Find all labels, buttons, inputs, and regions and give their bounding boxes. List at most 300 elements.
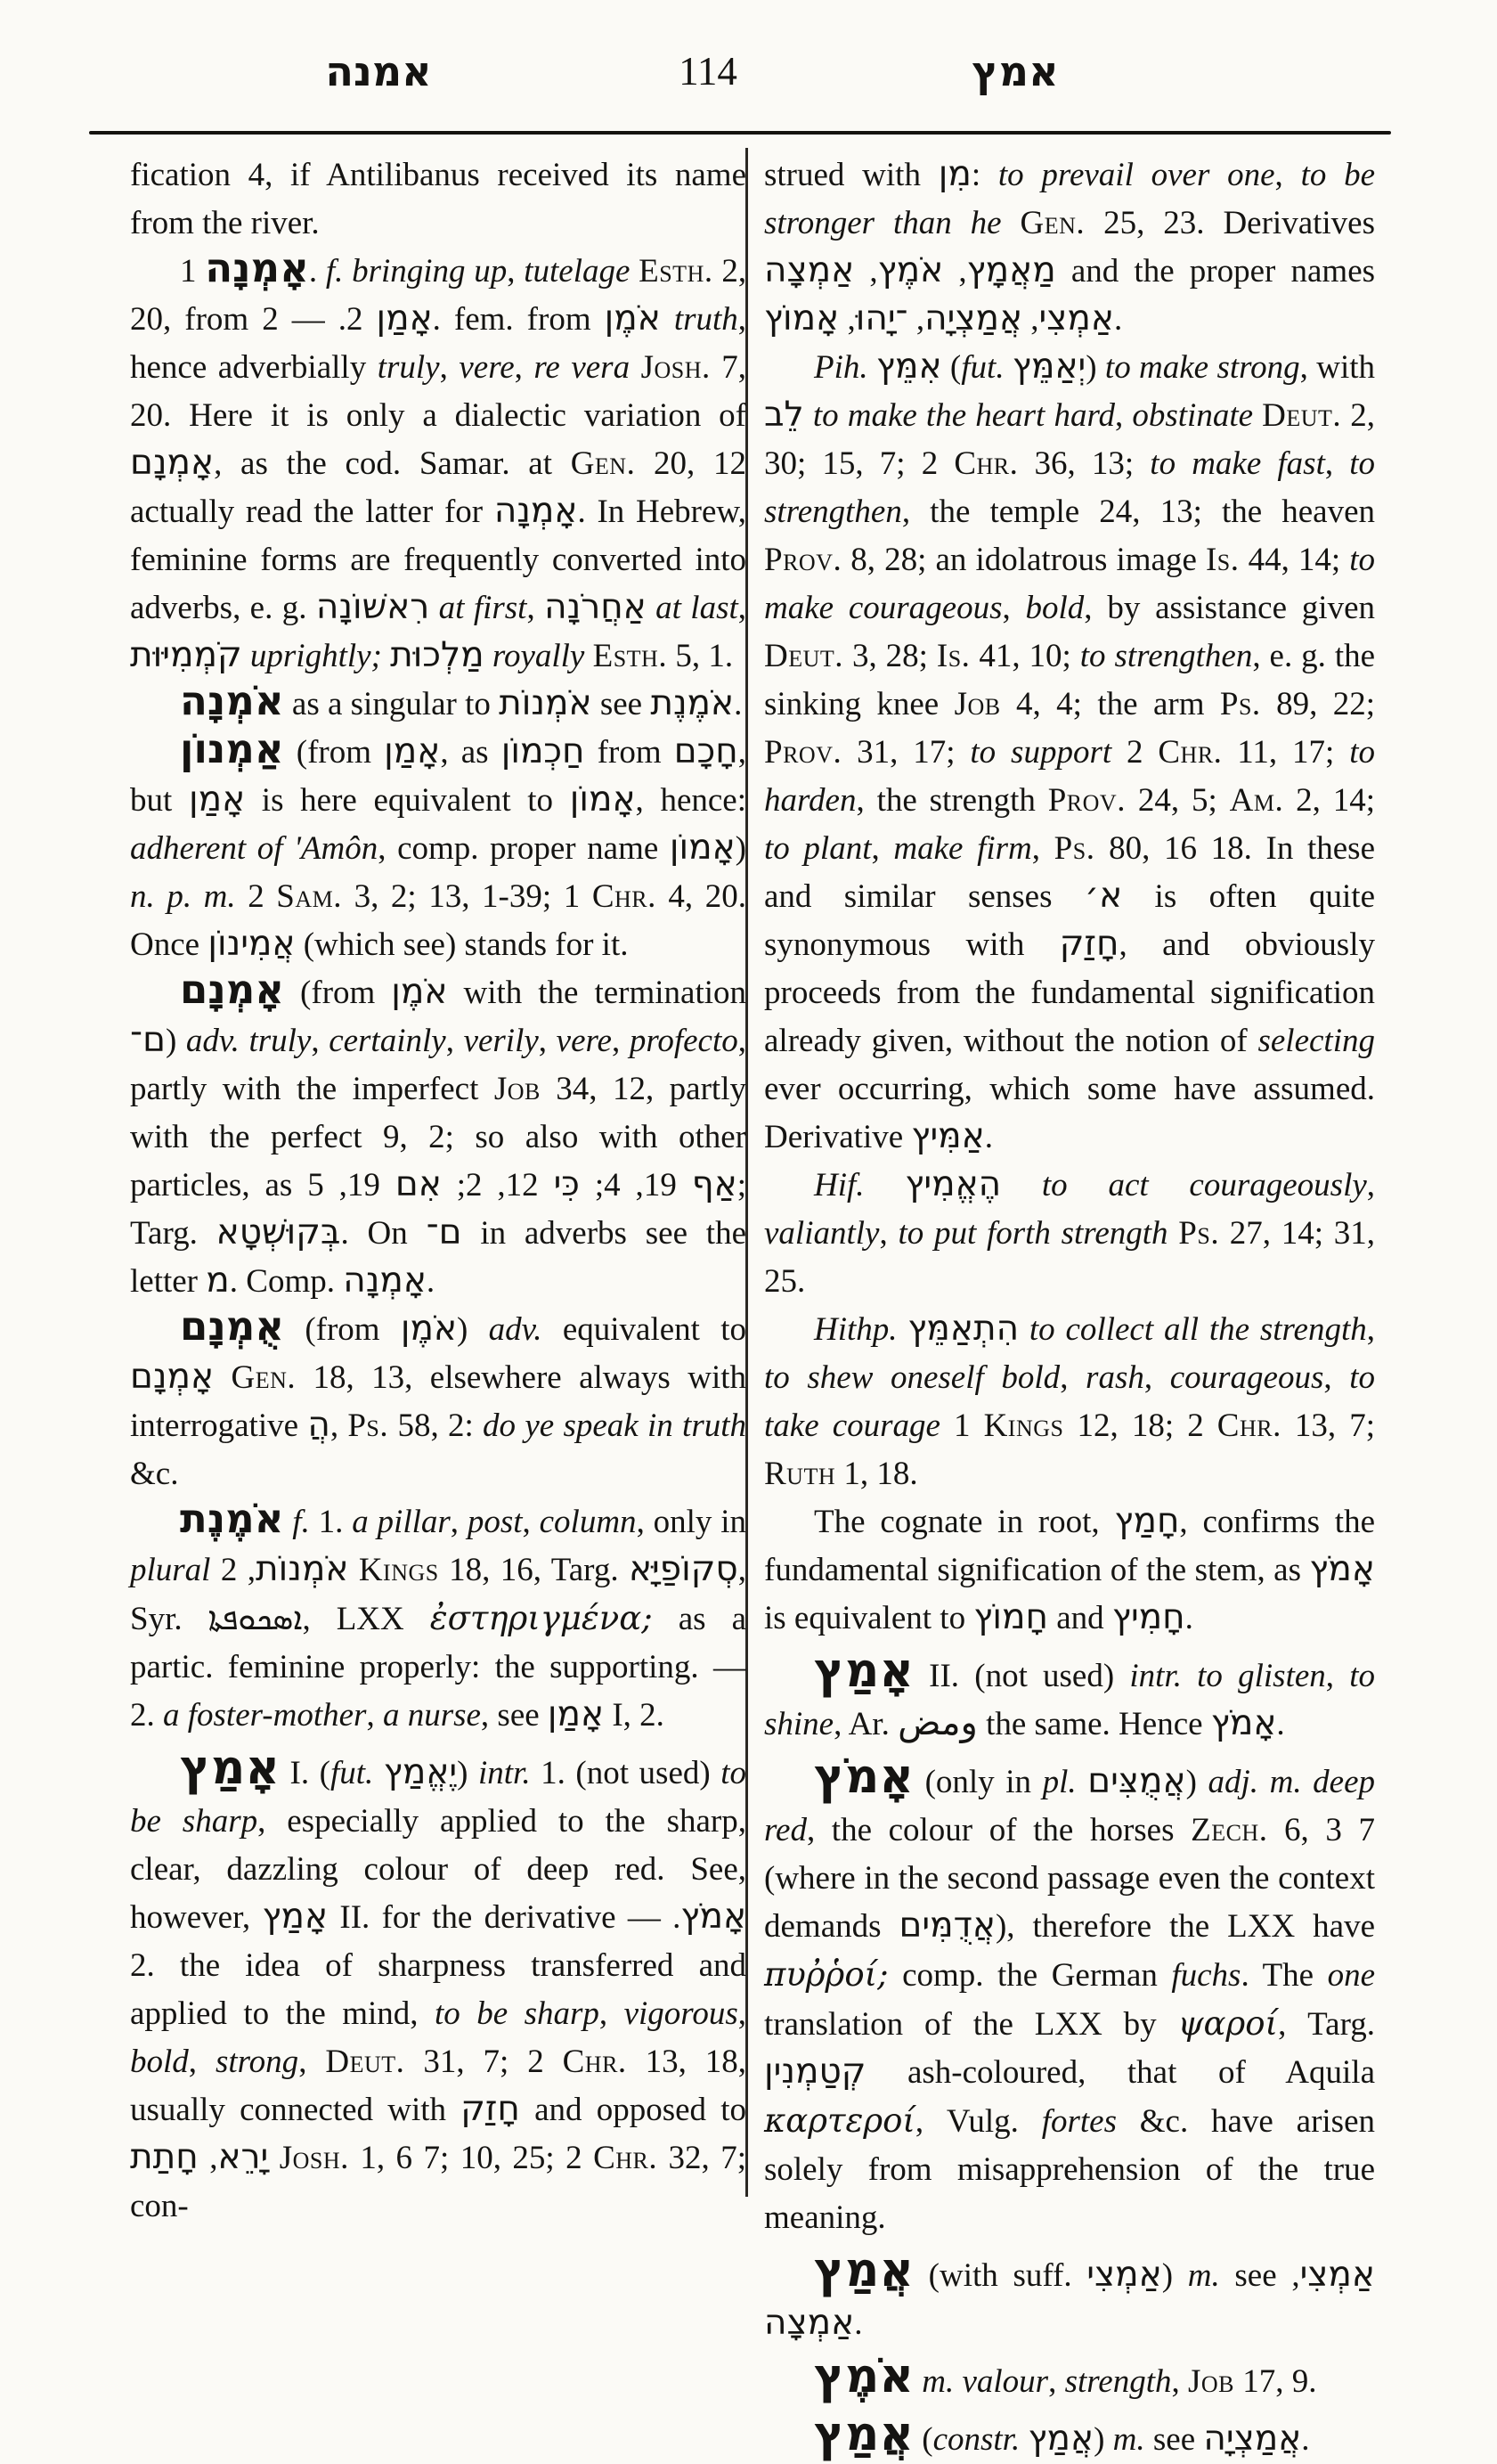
text-run: אַחֲרֹנָה [544,587,647,627]
text-run: 31, 17; [842,734,971,771]
text-run: , [737,590,746,626]
text-run: (from [284,975,392,1011]
text-run: 44, 14; [1239,542,1350,578]
text-run [865,1167,906,1203]
text-run: , Ar. [834,1706,899,1742]
text-run: truly [377,349,440,386]
text-run: 58, 2: [388,1407,484,1444]
text-run: is here equivalent to [245,782,570,819]
header-rule [89,131,1391,135]
text-run: f. [292,1504,310,1540]
text-run: is often quite synonymous with [764,878,1375,963]
text-run: at last [655,590,738,626]
text-run: , [538,1023,557,1059]
text-run: see [1144,2421,1204,2458]
text-run: . [1301,2421,1310,2458]
text-run: אֹמְנוֹת [256,1549,349,1589]
text-run: , [1366,1311,1376,1348]
text-run: strong [215,2044,299,2080]
text-run: מַלְכוּת [390,635,484,675]
text-run: קְטַמְנִין [764,2052,866,2092]
text-run: , 2 [220,1552,359,1588]
text-run: , as [440,734,501,771]
right-column [764,151,1375,2464]
text-run [1001,1167,1042,1203]
text-run: אָמֹץ [680,1897,747,1937]
text-run [1077,1764,1088,1800]
text-run: אֹמֶן [391,972,448,1012]
text-run: 20, 12 actually read the latter for [130,445,746,530]
text-run: אֹמֶץ [814,2348,914,2403]
text-run: the same. Hence [977,1706,1211,1742]
text-run: אַמִּיץ [911,1116,985,1156]
text-run: הֶאֱמִיץ [905,1164,1002,1204]
text-run: column [539,1504,637,1540]
text-run: אֲדֻמִּים [899,1905,996,1946]
text-run: ) [1086,349,1105,386]
text-run: to be sharp [435,1995,599,2032]
text-run: , LXX [302,1601,430,1637]
text-run: מ [206,1261,230,1301]
text-run: to support [970,734,1112,771]
text-run: חָמוֹץ [973,1597,1048,1637]
text-run [630,349,641,386]
text-run: to make the heart hard [812,397,1115,434]
text-run: 18, 16, Targ. [438,1552,629,1588]
text-run: and the proper names [1055,253,1376,290]
header-keyword-left: אמנה [325,47,432,95]
text-run [804,397,813,434]
text-run: Hithp. [814,1311,898,1348]
text-run [868,349,876,386]
text-run: , [330,1407,348,1444]
text-run: strued with [764,157,939,193]
text-run: מַאֲמָץ [966,250,1056,290]
left-column [130,151,746,2231]
text-run: , with [1299,349,1376,386]
text-run: חָתַת [130,2137,199,2177]
text-run: 2, 20, from [130,253,747,338]
text-run: אִם [395,1164,442,1204]
text-run: 12, 2; [441,1167,554,1203]
text-paragraph [130,244,747,681]
text-run: Chr. [1158,734,1223,771]
text-run: (with suff. [913,2257,1087,2294]
text-run: courageous [1169,1359,1324,1396]
text-run: אַמְצָה [764,250,855,290]
entry-paragraph [764,2348,1375,2406]
text-run: . The [1241,1957,1328,1994]
text-run: . — 2. the idea of sharpness transferred and applied to the mind, [130,1899,746,2032]
text-run: to be stronger than he [764,157,1376,241]
text-run: , [1324,445,1350,482]
text-run: הֲ [307,1405,330,1445]
text-run: to make fast [1150,445,1325,482]
text-run: fut. [961,349,1005,386]
text-run: a foster-mother [163,1697,367,1734]
text-run: , the strength [856,782,1048,819]
text-run: Prov. [764,542,842,578]
text-run: 18, 13, elsewhere always with interrogative [130,1359,747,1444]
text-paragraph [764,1306,1375,1498]
text-run: a pillar [352,1504,451,1540]
text-run: 27, 14; 31, 25. [764,1215,1376,1300]
text-run: 5, 1. [667,638,734,674]
text-run: 8, 28; an idolatrous image [842,542,1206,578]
text-run: 3, 2; 13, 1-39; 1 [342,878,592,915]
text-run: uprightly; [249,638,382,674]
text-run: , [1323,1359,1350,1396]
text-run: to prevail over one [997,157,1275,193]
text-run: , [311,1023,330,1059]
text-run: , [737,1995,746,2032]
text-run: אָמֹץ [1309,1549,1375,1589]
text-run: ־יָהוּ [855,298,908,339]
text-run [382,638,390,674]
text-run [268,2140,279,2176]
text-run: strength [1064,2363,1172,2400]
text-run: חָזַק [1059,924,1119,964]
text-run [1005,349,1013,386]
text-run: . [1184,1600,1193,1636]
text-run: at first [438,590,527,626]
text-run: royally [492,638,585,674]
text-run: with the termination [447,975,747,1011]
text-run: אָמַץ [180,1740,280,1795]
text-run: truly [248,1023,312,1059]
text-run: אֲמַץ [814,2406,914,2461]
text-run [898,1311,908,1348]
text-run [1020,2421,1028,2458]
text-run: bold [1025,590,1085,626]
text-run: do ye speak in truth [483,1407,747,1444]
text-run: , especially applied to the sharp, clear, dazzling colour of deep red. See, however, [130,1803,746,1936]
text-run: see [591,686,651,722]
text-run: מִן [938,154,972,194]
text-run: יָרֵא [217,2137,269,2177]
text-run: , comp. proper name [378,830,670,867]
text-run: , the colour of the horses [806,1812,1192,1848]
text-run: , [188,2044,216,2080]
text-run: ) [1185,1764,1208,1800]
text-run: חָכָם [673,731,738,771]
text-run: from [584,734,674,771]
text-run: , [1274,157,1301,193]
text-run: ψαροί [1177,2004,1279,2043]
text-run: Deut. [325,2044,405,2080]
text-run: Job [493,1071,541,1107]
text-run: , [879,1215,899,1252]
text-run: m. [1112,2421,1145,2458]
text-run: Deut. [1262,397,1342,434]
text-run: 34, 12, partly with the perfect 9, 2; so also with other particles, as [130,1071,746,1203]
text-paragraph [130,151,746,248]
text-run: II. (not used) [913,1658,1130,1694]
text-run: 3, 28; [843,638,937,674]
text-run: אָמוֹץ [764,298,840,339]
text-run: 17, 9. [1234,2363,1317,2400]
text-run: קֹמְמִיּוּת [130,635,242,675]
text-run: אָמְנָם [130,1357,215,1397]
text-run: אֹמֶן [604,298,661,339]
text-run: Ps. [347,1407,389,1444]
text-run: , [854,253,878,290]
text-run: 36, 13; [1018,445,1151,482]
text-run: Chr. [954,445,1019,482]
text-run: אַמְצָה [764,2303,855,2343]
text-run: Prov. [764,734,842,771]
entry-paragraph [130,1740,747,2231]
text-run: Pih. [814,349,868,386]
text-run: Chr. [593,2140,658,2176]
text-run: . On [340,1215,427,1252]
text-run: fication 4, if Antilibanus received its name from the river. [130,157,746,241]
text-run: אַמְצִי [1299,2255,1375,2295]
text-run: אֹמֶץ [877,250,944,290]
text-run: , [439,349,460,386]
text-run: translation of the LXX by [764,2006,1178,2043]
text-run: . In Hebrew, feminine forms are frequently converted into adverbs, e. g. [130,494,746,626]
text-run: אָמַן [188,779,246,820]
text-run: , [1060,1359,1086,1396]
text-run: &c. [130,1456,179,1492]
text-run: 31, 7; 2 [404,2044,563,2080]
text-paragraph [764,344,1375,1162]
text-run: 1 [940,1407,984,1444]
text-run: m. [1187,2257,1220,2294]
text-run: to make courageous [764,542,1376,626]
text-run: , [1048,2363,1065,2400]
text-run: ܐܣܟܘܦܬܐ [207,1601,303,1637]
text-run: אַמְצִי [1038,298,1114,339]
text-run: Chr. [1216,1407,1281,1444]
text-run: Ps. [1178,1215,1220,1252]
text-paragraph [130,1302,747,1498]
text-paragraph [764,1498,1375,1643]
text-run: ) [457,1755,478,1791]
text-run: (from [283,734,385,771]
text-run: Am. [1229,782,1284,819]
text-run: Ps. [1054,830,1095,867]
text-run: Ps. [1219,686,1261,722]
text-run: adv. [488,1311,542,1348]
text-run: סְקוֹפַיָּא [628,1549,738,1589]
text-paragraph [130,725,747,969]
text-run: post [467,1504,523,1540]
text-run: to put forth strength [898,1215,1168,1252]
text-run: , [1002,590,1026,626]
text-run: 2 [1111,734,1159,771]
text-run: אָמַן [384,731,441,771]
text-run: The cognate in root, [814,1504,1115,1540]
text-run [914,2363,922,2400]
text-run: לֵב [764,395,804,435]
text-run [1168,1215,1179,1252]
text-run [1182,1658,1197,1694]
text-run: . [426,1263,435,1300]
text-run: 1. [309,1504,353,1540]
text-run: Ruth [764,1456,836,1492]
text-run: valour [962,2363,1049,2400]
text-run: אָמְנָה [493,491,578,531]
text-run: 1, 18. [835,1456,918,1492]
text-run [484,638,492,674]
entry-paragraph [764,2406,1375,2464]
text-run: (from [284,1311,401,1348]
text-run: ) [165,1023,186,1059]
text-run: . [734,686,743,722]
text-run [242,638,250,674]
text-run: tutelage [524,253,631,290]
text-run: . [984,1119,993,1155]
text-run: אֲמַץ [814,2242,914,2297]
text-run: (which see) stands for it. [295,926,629,963]
page-number: 114 [679,49,737,94]
text-run: אָמוֹן [569,779,636,820]
text-run: 11, 17; [1222,734,1350,771]
text-run: selecting [1257,1023,1375,1059]
text-run: , [598,1995,624,2032]
text-run: אָמְנָה [205,244,309,291]
text-run: to harden [764,734,1375,819]
text-run: I, 2. [604,1697,664,1734]
text-run [630,253,639,290]
text-run: 19, 5; Targ. [130,1167,747,1252]
text-run: אֲמַצְיָה [1203,2419,1302,2459]
text-run: to act courageously [1041,1167,1367,1203]
text-run: יְאַמֵּץ [1012,347,1086,387]
text-run: and [1047,1600,1112,1636]
text-run: pl. [1042,1764,1077,1800]
text-run: , partly with the imperfect [130,1023,746,1107]
text-run: 1, 6 7; 10, 25; 2 [348,2140,594,2176]
text-run: , [526,590,545,626]
text-run [1253,397,1262,434]
text-run: equivalent to [541,1311,746,1348]
text-run: (only in [913,1764,1043,1800]
text-run: . [854,2305,863,2342]
text-run: certainly [329,1023,446,1059]
text-run: אֹמֶנֶת [180,1495,284,1542]
text-run: Gen. [231,1359,297,1396]
text-run: as a singular to [283,686,500,722]
text-run: . Comp. [229,1263,344,1300]
text-run: אֲמַץ [1028,2419,1094,2459]
text-run: אֹמְנוֹת [499,683,592,723]
text-run: אִמֵּץ [875,347,942,387]
text-run [1002,205,1021,241]
text-run: ἐστηριγμένα; [429,1599,653,1637]
text-run: 4, 20. Once [130,878,746,963]
text-run: 32, 7; con- [130,2140,747,2224]
text-run: אֻמְנָם [180,1302,285,1350]
text-run: 7, 20. Here it is only a dialectic variation of [130,349,747,434]
text-run: to plant [764,830,872,867]
text-run [429,590,438,626]
text-run: אָמְנָם [180,966,285,1013]
text-run: אָמֹץ [814,1749,914,1804]
text-run [343,253,352,290]
text-run: make firm [893,830,1032,867]
text-run: verily [463,1023,539,1059]
text-run: intr. [1129,1658,1182,1694]
text-run: Gen. [1020,205,1086,241]
text-run: , [1022,301,1039,338]
text-run [1019,1311,1029,1348]
text-run: 12, 18; 2 [1063,1407,1217,1444]
text-run: אֹמֶן [400,1309,458,1349]
text-run: 2, 14; [1283,782,1375,819]
text-run: . [1113,301,1123,338]
text-run: , [1366,1167,1376,1203]
text-run: Hif. [814,1167,865,1203]
text-run: vere [556,1023,612,1059]
text-run: re vera [533,349,631,386]
text-run: , hence adverbially [130,301,747,386]
text-run: , e. g. the sinking knee [764,638,1376,722]
text-run: : [971,157,998,193]
text-run: Sam. [276,878,342,915]
text-run: , but [130,734,746,819]
text-run: , by assistance given [1084,590,1376,626]
text-run: Josh. [279,2140,349,2176]
text-run: vere [459,349,515,386]
text-run: adv. [185,1023,240,1059]
text-run: , [1171,2363,1188,2400]
text-run: &c. have arisen solely from misapprehension of the true meaning. [764,2103,1375,2236]
text-run: Is. [936,638,971,674]
text-run: אָמוֹן [669,828,736,868]
text-run: , [522,1504,540,1540]
text-run: ) [735,830,746,867]
text-run: plural [130,1552,211,1588]
text-run: , see [480,1697,548,1734]
text-run: 1. (not used) [530,1755,721,1791]
text-run: Chr. [562,2044,627,2080]
text-run [240,1023,249,1059]
text-run: אָמְנָם [130,443,215,483]
text-run: , [198,2140,218,2176]
text-run: , Syr. [130,1552,746,1637]
text-run: valiantly [764,1215,880,1252]
entry-paragraph [764,1749,1376,2242]
text-run: adj. m. [1208,1764,1302,1800]
text-run: Josh. [640,349,711,386]
text-run: אָמַן [376,298,433,339]
text-run: הִתְאַמֵּץ [907,1309,1020,1349]
text-run: vigorous [623,1995,738,2032]
text-run: constr. [932,2421,1021,2458]
text-run: , [1031,830,1054,867]
text-run: , hence: [635,782,747,819]
text-run: , [445,1023,464,1059]
text-run [373,1755,384,1791]
text-run [210,1552,220,1588]
text-run: , [943,253,967,290]
text-run: Prov. [1047,782,1126,819]
text-run: in adverbs see the letter [130,1215,746,1300]
text-run: ( [941,349,962,386]
text-run: חָמִיץ [1111,1597,1185,1637]
text-run: , as the cod. Samar. at [214,445,571,482]
text-run: ever occurring, which some have assumed. Derivative [764,1071,1375,1155]
text-run: Job [954,686,1001,722]
text-run: Esth. [592,638,668,674]
text-run: אֲמַצְיָה [924,298,1023,339]
text-run [214,1359,231,1396]
text-run: , [907,301,925,338]
text-run: to take courage [764,1359,1376,1444]
